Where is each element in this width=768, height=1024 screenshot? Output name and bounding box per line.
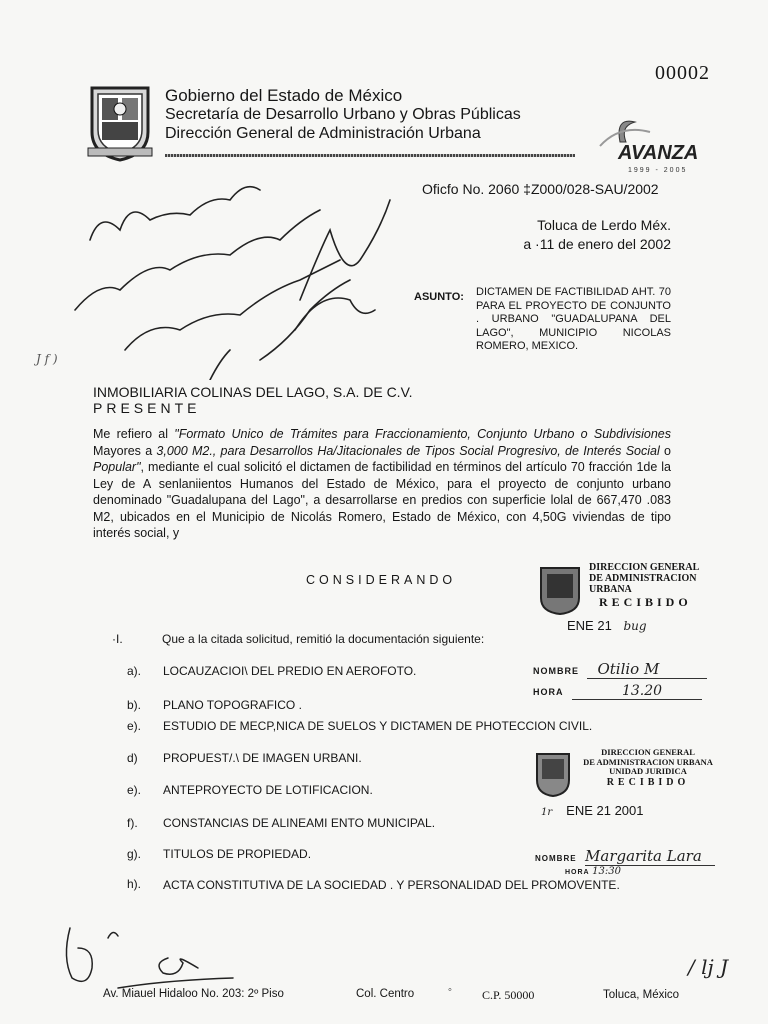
doc-text: PROPUEST/.\ DE IMAGEN URBANI. — [163, 751, 362, 765]
doc-text: TITULOS DE PROPIEDAD. — [163, 847, 312, 861]
state-seal-logo — [84, 82, 156, 162]
doc-letter: h). — [127, 877, 142, 891]
document-number: 00002 — [655, 62, 710, 84]
presente-label: PRESENTE — [93, 400, 201, 416]
body-p3: Mayores a — [93, 443, 157, 458]
stamp-seal-icon — [533, 750, 573, 798]
body-p5: o — [659, 443, 671, 458]
stamp2-nombre — [535, 847, 720, 877]
handwritten-receipt-note — [60, 170, 420, 380]
government-header — [165, 86, 521, 143]
body-p7: , mediante el cual solicitó el dictamen de factibilidad en términos del artículo 70 fracción 1de la Ley de A senlaniientos Humanos del Estado de México, para el proyecto de conjunto urbano denominado "Guadalupana del Lago", a desarrollarse en predios con superficie lolal de 667,470 .083 M2, ubicados en el Municipio de Nicolás Romero, Estado de México, con 4,50G viviendas de tipo interés social, y — [93, 460, 671, 540]
stamp2-prefix: 1r — [541, 807, 553, 818]
stamp1-line1: DIRECCION GENERAL — [589, 562, 700, 573]
doc-text: ANTEPROYECTO DE LOTIFICACION. — [163, 783, 373, 797]
date: a ·11 de enero del 2002 — [523, 236, 671, 252]
handwritten-signature — [58, 918, 238, 998]
footer-cp: C.P. 50000 — [482, 988, 535, 1002]
considerando-heading: CONSIDERANDO — [306, 573, 457, 587]
stamp1-date-hand: bug — [623, 619, 647, 633]
body-p4: 3,000 M2., para Desarrollos Ha/Jitacionales de Tipos Social Progresivo, de Interés Social — [156, 443, 660, 458]
stamp1-hora — [533, 682, 713, 700]
header-rule — [165, 154, 575, 157]
doc-letter: e). — [127, 719, 142, 733]
doc-text: ACTA CONSTITUTIVA DE LA SOCIEDAD . Y PERSONALIDAD DEL PROMOVENTE. — [163, 878, 620, 892]
footer-city: Toluca, México — [603, 989, 680, 1001]
doc-letter: a). — [127, 664, 142, 678]
government-name: Gobierno del Estado de México — [165, 86, 403, 105]
body-paragraph — [93, 426, 671, 542]
avanza-logo-text: AVANZA — [618, 142, 699, 164]
stamp1-date — [567, 618, 647, 633]
asunto-label: ASUNTO: — [414, 291, 464, 303]
stamp2-nombre-label: NOMBRE — [535, 854, 577, 863]
body-p2: "Formato Unico de Trámites para Fraccionamiento, Conjunto Urbano o Subdivisiones — [174, 427, 671, 441]
stamp2-date-value: ENE 21 2001 — [566, 803, 644, 818]
stamp2-hora-value: 13:30 — [592, 866, 621, 877]
doc-item-e — [127, 783, 373, 797]
stamp2-hora-label: HORA — [565, 869, 590, 876]
footer-bullet: ◦ — [448, 984, 452, 996]
directorate-name: Dirección General de Administración Urbana — [165, 125, 481, 142]
doc-item-c — [127, 719, 592, 733]
doc-letter: g). — [127, 847, 142, 861]
asunto-text: DICTAMEN DE FACTIBILIDAD AHT. 70 PARA EL PROYECTO DE CONJUNTO . URBANO "GUADALUPANA DEL LAGO", MUNICIPIO NICOLAS ROMERO, MEXICO. — [476, 286, 671, 352]
doc-text: ESTUDIO DE MECP,NICA DE SUELOS Y DICTAMEN DE PHOTECCION CIVIL. — [163, 719, 593, 733]
stamp1-received: RECIBIDO — [599, 595, 692, 609]
secretariat-name: Secretaría de Desarrollo Urbano y Obras Públicas — [165, 106, 521, 123]
doc-item-b — [127, 698, 302, 712]
stamp1-nombre — [533, 660, 713, 679]
doc-letter: e). — [127, 783, 142, 797]
stamp2-hora — [565, 866, 720, 877]
handwritten-note-text: Recibi Original Inmobiliaria Colinas del Lago Arq. Carlos I. Pascual 11 / ENE / 02 — [60, 170, 96, 171]
doc-item-a — [127, 664, 416, 678]
stamp1-date-value: ENE 21 — [567, 618, 612, 633]
stamp1-line2: DE ADMINISTRACION URBANA — [589, 573, 697, 595]
item1-text: Que a la citada solicitud, remitió la documentación siguiente: — [162, 632, 485, 646]
doc-text: PLANO TOPOGRAFICO . — [163, 698, 302, 712]
avanza-logo — [590, 112, 720, 177]
handwritten-initials: / lj J — [688, 955, 729, 979]
doc-text: CONSTANCIAS DE ALINEAMI ENTO MUNICIPAL. — [163, 816, 436, 830]
received-stamp-2 — [533, 748, 718, 803]
addressee-name: INMOBILIARIA COLINAS DEL LAGO, S.A. DE C.V. — [93, 384, 413, 400]
place: Toluca de Lerdo Méx. — [537, 217, 671, 233]
doc-text: LOCAUZACIOI\ DEL PREDIO EN AEROFOTO. — [163, 664, 417, 678]
doc-letter: d) — [127, 751, 138, 765]
doc-item-d — [127, 751, 362, 765]
stamp1-hora-value: 13.20 — [572, 683, 702, 700]
margin-mark: J f ) — [36, 352, 58, 366]
avanza-logo-years: 1999 - 2005 — [628, 167, 688, 174]
footer-colony: Col. Centro — [356, 988, 415, 1000]
doc-letter: f). — [127, 816, 138, 830]
doc-item-h — [127, 877, 667, 893]
stamp1-nombre-value: Otilio M — [587, 660, 707, 679]
stamp2-date — [541, 803, 644, 818]
stamp2-line1: DIRECCION GENERAL — [601, 747, 695, 757]
stamp1-hora-label: HORA — [533, 687, 564, 697]
doc-letter: b). — [127, 698, 142, 712]
stamp2-line2: DE ADMINISTRACION URBANA — [583, 756, 713, 767]
doc-item-g — [127, 847, 311, 861]
stamp2-line3: UNIDAD JURIDICA — [609, 766, 687, 776]
place-date — [519, 216, 671, 254]
stamp1-nombre-label: NOMBRE — [533, 666, 579, 676]
stamp-seal-icon — [537, 564, 583, 616]
addressee-block — [93, 384, 413, 416]
doc-item-f — [127, 816, 435, 830]
body-p6: Popular" — [93, 460, 141, 474]
body-p1: Me refiero al — [93, 427, 175, 441]
considerando-item-1 — [112, 632, 484, 646]
footer-street: Av. Miauel Hidaloo No. 203: 2º Piso — [103, 988, 284, 1000]
stamp2-received: RECIBIDO — [606, 776, 690, 788]
item1-number: ·I. — [112, 632, 123, 646]
received-stamp-1 — [537, 560, 727, 620]
oficio-number: Oficfo No. 2060 ‡Z000/028-SAU/2002 — [422, 181, 659, 197]
stamp2-nombre-value: Margarita Lara — [585, 847, 715, 866]
